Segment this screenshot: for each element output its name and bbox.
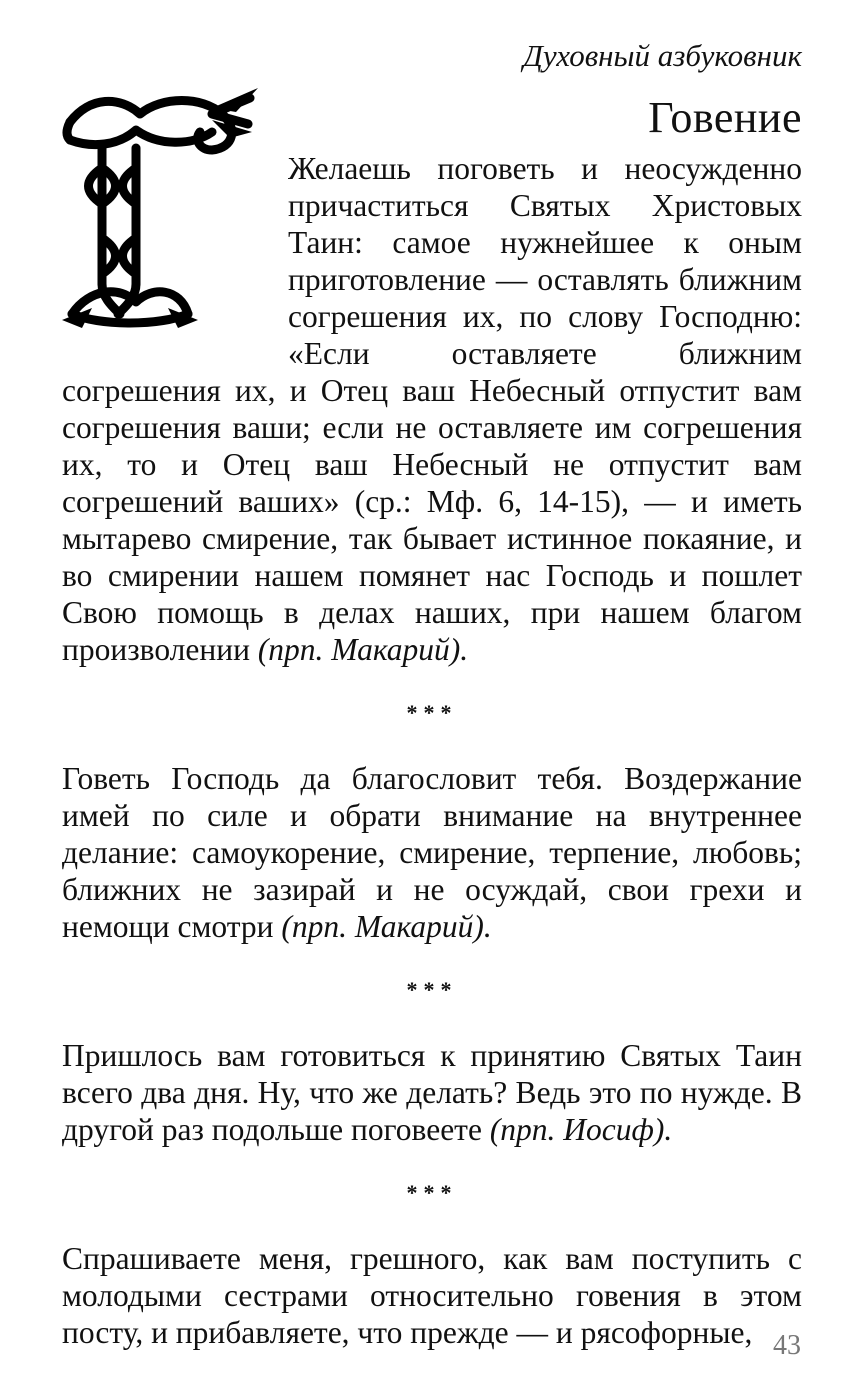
paragraph-4 [62, 1240, 802, 1351]
paragraph-3 [62, 1037, 802, 1148]
article-title: Говение [648, 93, 802, 142]
dropcap-letter-g-ornament [62, 88, 258, 344]
paragraph-4-text: Спрашиваете меня, грешного, как вам поступить с молодыми сестрами относительно говения в этом посту, и прибавляете, что прежде — и рясофорные, [62, 1241, 802, 1350]
paragraph-3-text: Пришлось вам готовиться к принятию Святых Таин всего два дня. Ну, что же делать? Ведь это по нужде. В другой раз подольше поговеете [62, 1038, 802, 1147]
page [62, 36, 802, 1351]
section-separator: *** [406, 977, 458, 1002]
running-head: Духовный азбуковник [523, 38, 802, 73]
paragraph-3-source: (прп. Иосиф). [489, 1112, 673, 1147]
paragraph-1-source: (прп. Макарий). [257, 632, 469, 667]
paragraph-2-source: (прп. Макарий). [281, 909, 492, 944]
paragraph-2 [62, 760, 802, 945]
section-separator: *** [406, 700, 458, 725]
paragraph-2-text: Говеть Господь да благословит тебя. Воздержание имей по силе и обрати внимание на внутреннее делание: самоукорение, смирение, терпение, любовь; ближних не зазирай и не осуждай, свои грехи и немощи смотри [62, 761, 802, 944]
section-separator: *** [406, 1180, 458, 1205]
paragraph-1-text: Желаешь поговеть и неосужденно причаститься Святых Христовых Таин: самое нужнейшее к оным приготовление — оставлять ближним согрешения их, по слову Господню: «Если оставляете ближним согрешения их, и Отец ваш Небесный отпустит вам согрешения ваши; если не оставляете им согрешения их, то и Отец ваш Небесный не отпустит вам согрешений ваших» (ср.: Мф. 6, 14-15), — и иметь мытарево смирение, так бывает истинное покаяние, и во смирении нашем помянет нас Господь и пошлет Свою помощь в делах наших, при нашем благом произволении [62, 151, 802, 667]
page-number: 43 [773, 1330, 801, 1361]
